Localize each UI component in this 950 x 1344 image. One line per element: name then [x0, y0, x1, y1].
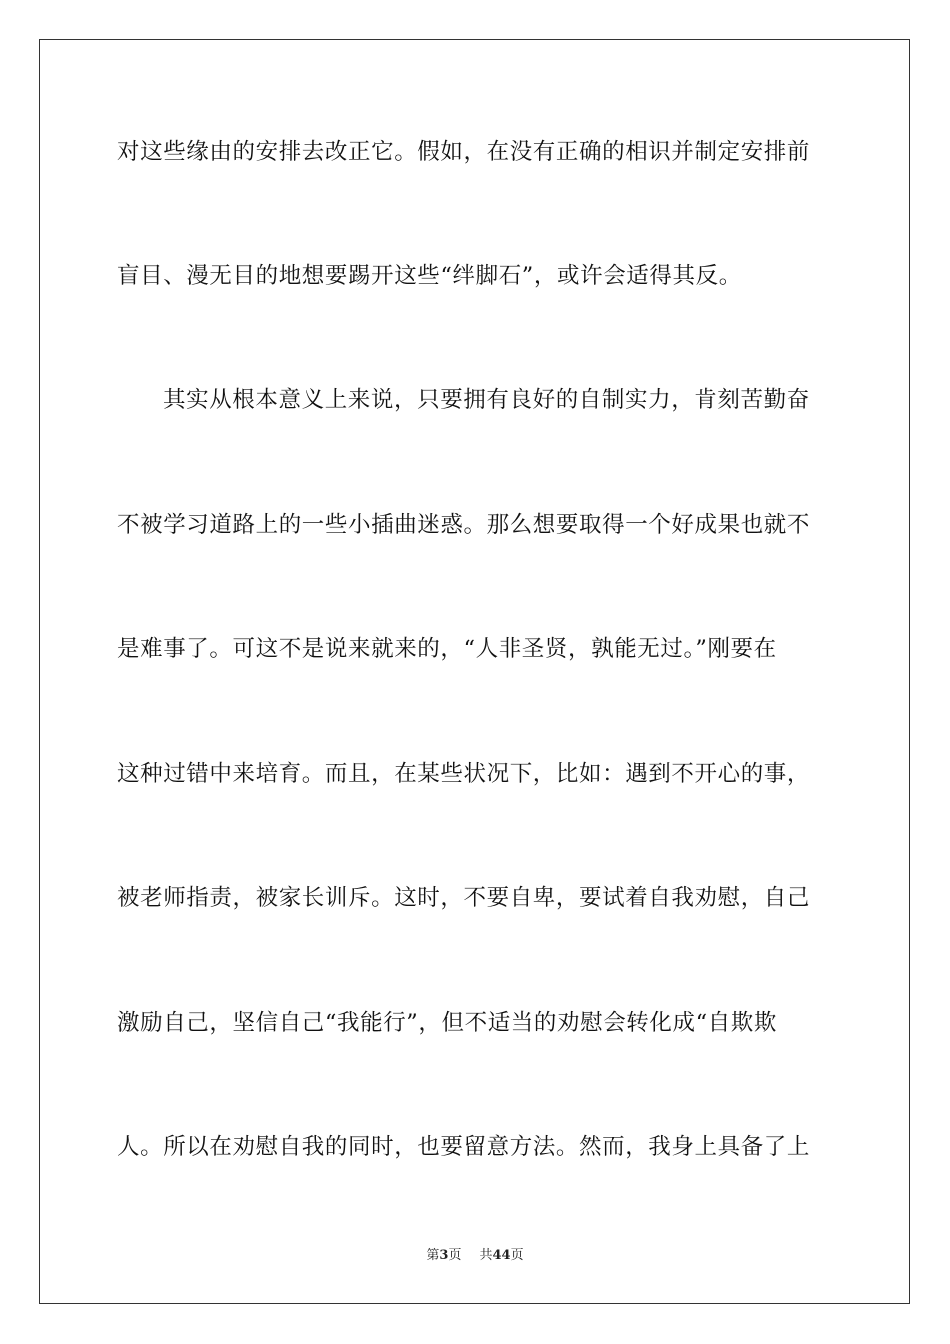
text-line-1: 对这些缘由的安排去改正它。假如，在没有正确的相识并制定安排前 — [117, 139, 811, 165]
text-line-2: 盲目、漫无目的地想要踢开这些“绊脚石”，或许会适得其反。 — [117, 263, 742, 289]
text-line-9: 人。所以在劝慰自我的同时，也要留意方法。然而，我身上具备了上 — [117, 1134, 811, 1160]
text-line-6: 这种过错中来培育。而且，在某些状况下，比如：遇到不开心的事， — [117, 761, 811, 787]
footer-page-prefix: 第 — [426, 1248, 440, 1263]
text-line-7: 被老师指责，被家长训斥。这时，不要自卑，要试着自我劝慰，自己 — [117, 885, 811, 911]
page-footer — [0, 1247, 950, 1265]
text-line-4: 不被学习道路上的一些小插曲迷惑。那么想要取得一个好成果也就不 — [117, 512, 811, 538]
text-line-8: 激励自己，坚信自己“我能行”，但不适当的劝慰会转化成“自欺欺 — [117, 1010, 778, 1036]
text-line-3: 其实从根本意义上来说，只要拥有良好的自制实力，肯刻苦勤奋 — [163, 387, 810, 413]
footer-total-prefix: 共 — [479, 1248, 493, 1263]
footer-page-suffix: 页 — [448, 1248, 462, 1263]
footer-total-number: 44 — [492, 1248, 511, 1263]
page-border — [39, 39, 910, 1304]
text-line-5: 是难事了。可这不是说来就来的，“人非圣贤，孰能无过。”刚要在 — [117, 636, 777, 662]
footer-page-number: 3 — [439, 1248, 449, 1263]
footer-total-suffix: 页 — [510, 1248, 524, 1263]
